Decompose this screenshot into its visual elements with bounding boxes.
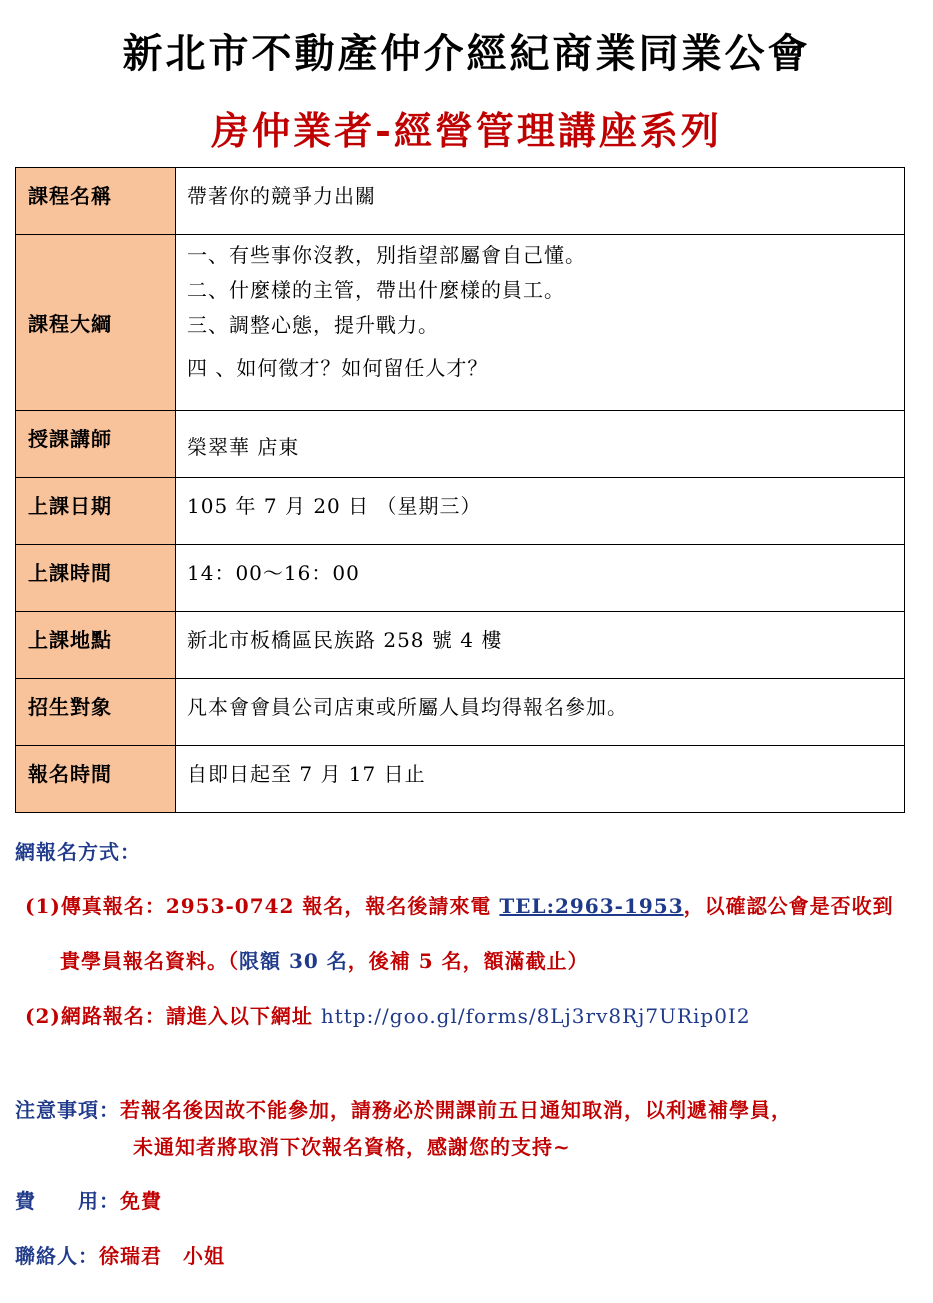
outline-line: 一、有些事你沒教，別指望部屬會自己懂。 [187, 243, 586, 267]
course-name-value: 帶著你的競爭力出關 [176, 168, 905, 235]
fax-line2-text: 貴學員報名資料。（ [60, 949, 239, 973]
contact-label: 聯絡人： [15, 1244, 99, 1268]
audience-value: 凡本會會員公司店東或所屬人員均得報名參加。 [176, 679, 905, 746]
date-value: 105 年 7 月 20 日 （星期三） [176, 478, 905, 545]
notes-line-1 [15, 1094, 792, 1123]
contact-value: 徐瑞君 小姐 [99, 1244, 225, 1268]
page-subtitle: 房仲業者-經營管理講座系列 [211, 108, 722, 153]
fax-registration-line-2 [60, 945, 589, 974]
row-label: 授課講師 [16, 411, 176, 478]
contact-line [15, 1240, 225, 1269]
table-row [16, 612, 905, 679]
web-registration-text: (2)網路報名：請進入以下網址 [25, 1004, 321, 1028]
quota-text: 限額 30 名 [239, 949, 348, 973]
table-row [16, 478, 905, 545]
registration-heading: 網報名方式： [15, 840, 141, 864]
fee-label: 費 用： [15, 1189, 120, 1213]
notes-line-2: 未通知者將取消下次報名資格，感謝您的支持~ [133, 1135, 571, 1159]
table-row [16, 411, 905, 478]
page-title: 新北市不動產仲介經紀商業同業公會 [122, 30, 811, 77]
fax-registration-suffix: ，以確認公會是否收到 [683, 894, 894, 918]
table-row [16, 168, 905, 235]
notes-label: 注意事項： [15, 1098, 120, 1122]
table-row [16, 679, 905, 746]
fax-line2-suffix: ，後補 5 名，額滿截止） [347, 949, 589, 973]
row-label: 上課時間 [16, 545, 176, 612]
fax-registration-line [25, 890, 894, 919]
row-label: 報名時間 [16, 746, 176, 813]
row-label: 課程大綱 [16, 235, 176, 411]
row-label: 上課地點 [16, 612, 176, 679]
row-label: 招生對象 [16, 679, 176, 746]
registration-url-link[interactable]: http://goo.gl/forms/8Lj3rv8Rj7URip0I2 [320, 1004, 751, 1028]
fee-value: 免費 [120, 1189, 162, 1213]
instructor-value: 榮翠華 店東 [176, 411, 905, 478]
registration-period-value: 自即日起至 7 月 17 日止 [176, 746, 905, 813]
row-label: 課程名稱 [16, 168, 176, 235]
outline-line: 二、什麼樣的主管，帶出什麼樣的員工。 [187, 278, 565, 302]
course-info-table [15, 167, 905, 813]
location-value: 新北市板橋區民族路 258 號 4 樓 [176, 612, 905, 679]
outline-line: 四 、如何徵才？如何留任人才？ [187, 356, 489, 380]
table-row [16, 746, 905, 813]
course-outline-value [176, 235, 905, 411]
time-value: 14：00～16：00 [176, 545, 905, 612]
table-row [16, 235, 905, 411]
outline-line: 三、調整心態，提升戰力。 [187, 313, 439, 337]
table-row [16, 545, 905, 612]
notes-text: 若報名後因故不能參加，請務必於開課前五日通知取消，以利遞補學員， [120, 1098, 792, 1122]
fax-registration-text: (1)傳真報名：2953-0742 報名，報名後請來電 [25, 894, 500, 918]
fee-line [15, 1185, 162, 1214]
web-registration-line [25, 1000, 751, 1029]
row-label: 上課日期 [16, 478, 176, 545]
tel-link[interactable]: TEL:2963-1953 [499, 894, 684, 918]
